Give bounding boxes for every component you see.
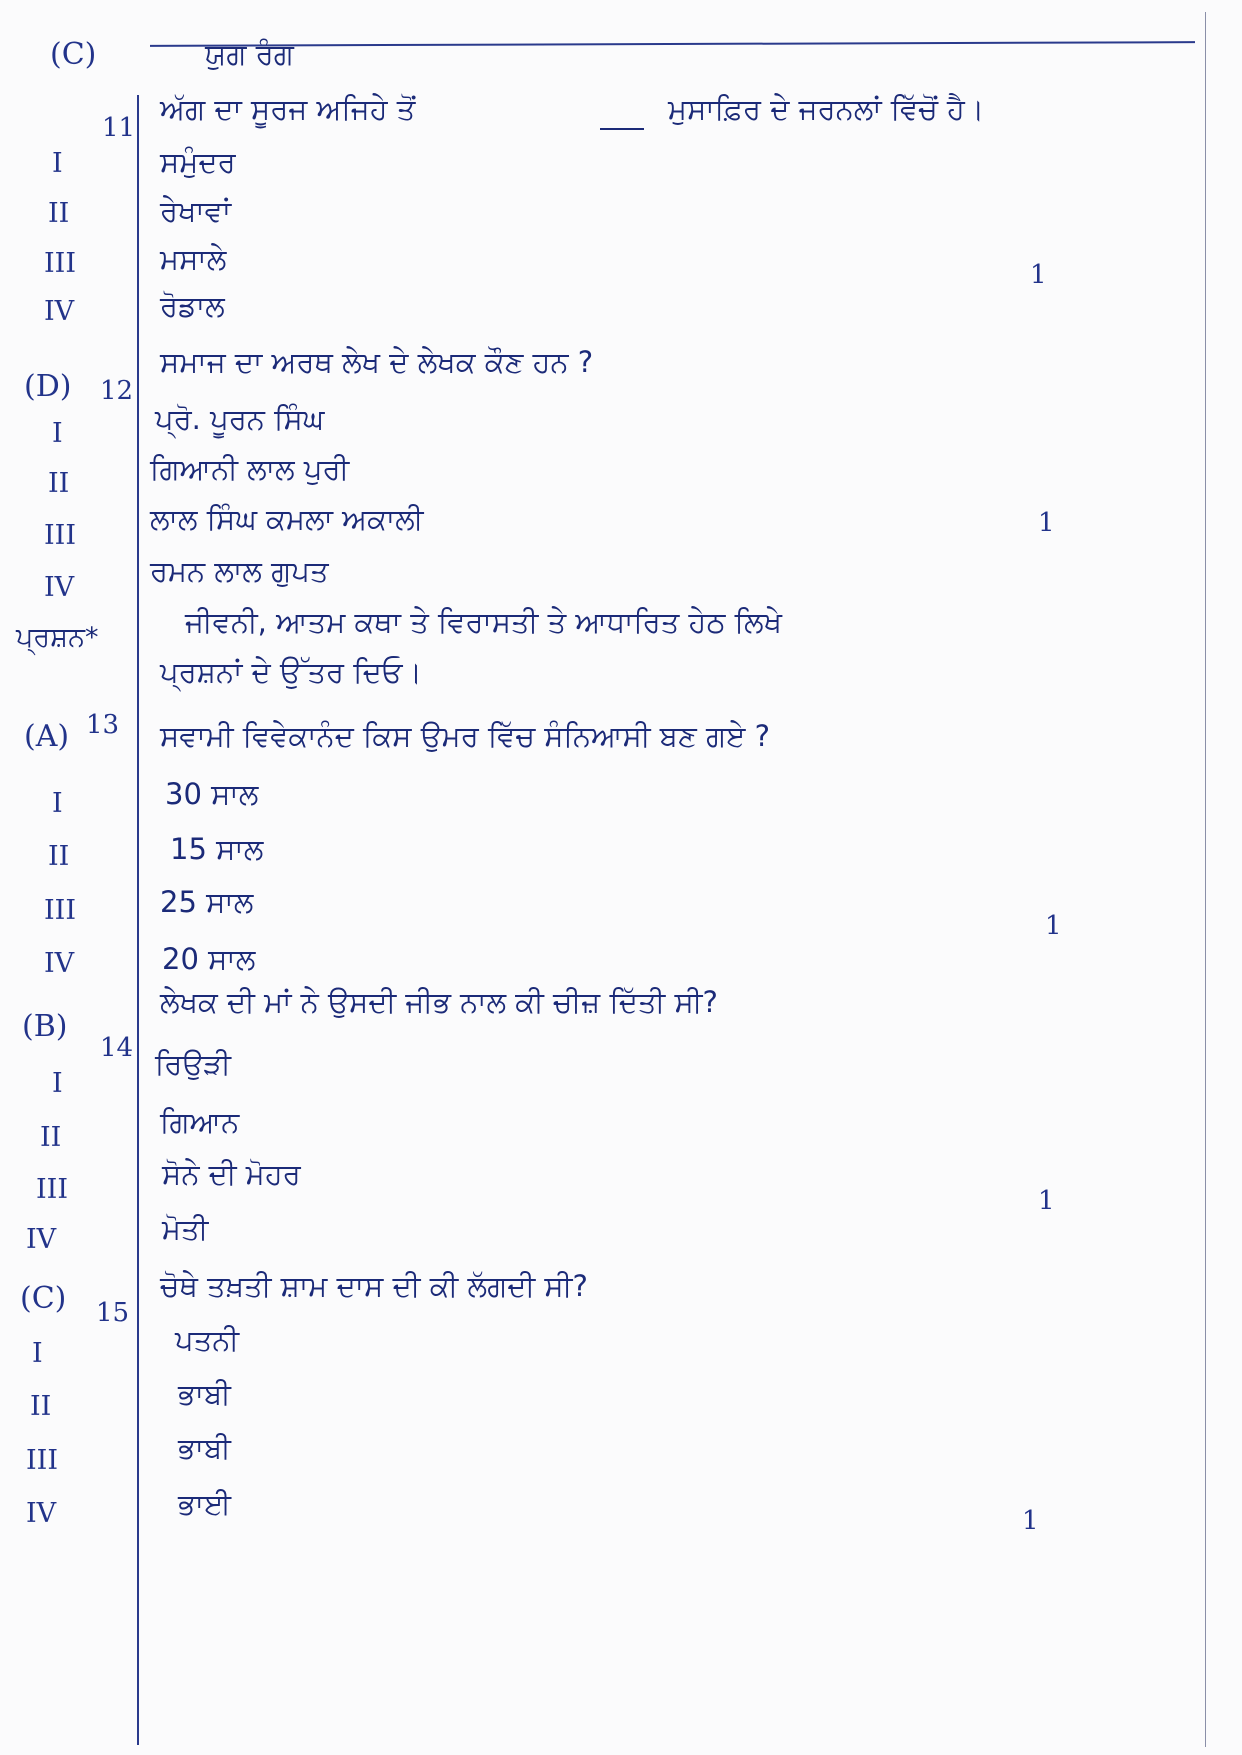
option-label: 30 ਸਾਲ [165,777,259,811]
option-numeral: I [52,1068,63,1099]
option-numeral: IV [44,948,75,979]
option-numeral: IV [26,1498,57,1529]
option-label: ਸਮੁੰਦਰ [160,145,236,179]
marks-value: 1 [1030,260,1047,290]
marks-value: 1 [1022,1506,1039,1536]
question-text-continued: ਮੁਸਾਫ਼ਿਰ ਦੇ ਜਰਨਲਾਂ ਵਿੱਚੋਂ ਹੈ। [668,92,985,126]
option-label: ਗਿਆਨੀ ਲਾਲ ਪੁਰੀ [150,452,350,486]
answer-mark: (A) [24,719,70,754]
question-number: 12 [100,376,134,406]
option-numeral: II [30,1391,52,1422]
option-numeral: III [44,520,76,551]
marks-value: 1 [1045,911,1062,941]
question-number: 15 [96,1298,130,1328]
option-numeral: I [52,418,63,449]
option-label: ਮਸਾਲੇ [160,242,227,276]
top-rule-line [150,41,1195,47]
question-text: ਚੋਥੇ ਤਖ਼ਤੀ ਸ਼ਾਮ ਦਾਸ ਦੀ ਕੀ ਲੱਗਦੀ ਸੀ? [160,1269,588,1303]
option-label: ਭਾਬੀ [178,1431,231,1465]
option-numeral: II [40,1122,62,1153]
option-label: ਭਾਈ [178,1487,231,1521]
option-numeral: III [44,248,76,279]
option-numeral: III [26,1445,58,1476]
option-label: 15 ਸਾਲ [170,832,264,866]
page-right-edge [1205,12,1206,1747]
marks-value: 1 [1038,508,1055,538]
option-numeral: II [48,198,70,229]
option-label: ਗਿਆਨ [160,1105,240,1139]
option-label: 20 ਸਾਲ [162,942,256,976]
option-label: ਰੋਡਾਲ [160,289,225,323]
question-text: ਲੇਖਕ ਦੀ ਮਾਂ ਨੇ ਉਸਦੀ ਜੀਭ ਨਾਲ ਕੀ ਚੀਜ਼ ਦਿੱਤੀ ਸੀ? [160,985,718,1019]
header-answer-mark: (C) [50,37,97,72]
option-numeral: II [48,468,70,499]
marks-value: 1 [1038,1186,1055,1216]
option-label: ਰੇਖਾਵਾਂ [160,194,232,228]
option-label: ਸੋਨੇ ਦੀ ਮੋਹਰ [162,1157,301,1191]
section-label: ਪ੍ਰਸ਼ਨ* [16,622,99,653]
option-label: ਲਾਲ ਸਿੰਘ ਕਮਲਾ ਅਕਾਲੀ [150,502,424,536]
option-numeral: II [48,841,70,872]
question-text: ਸਵਾਮੀ ਵਿਵੇਕਾਨੰਦ ਕਿਸ ਉਮਰ ਵਿੱਚ ਸੰਨਿਆਸੀ ਬਣ ਗਏ ? [160,719,771,753]
option-numeral: III [36,1174,68,1205]
instruction-text-line2: ਪ੍ਰਸ਼ਨਾਂ ਦੇ ਉੱਤਰ ਦਿਓ। [160,655,423,689]
option-numeral: I [32,1338,43,1369]
instruction-text: ਜੀਵਨੀ, ਆਤਮ ਕਥਾ ਤੇ ਵਿਰਾਸਤੀ ਤੇ ਆਧਾਰਿਤ ਹੇਠ ਲਿਖੇ [185,605,782,639]
option-label: ਮੋਤੀ [162,1212,209,1246]
question-number: 11 [102,113,136,143]
option-label: 25 ਸਾਲ [160,885,254,919]
question-number: 14 [100,1033,134,1063]
option-numeral: III [44,895,76,926]
option-numeral: IV [44,296,75,327]
option-numeral: IV [44,572,75,603]
option-numeral: IV [26,1224,57,1255]
option-label: ਰਿਉੜੀ [155,1047,231,1081]
answer-mark: (C) [20,1281,67,1316]
header-answer-text: ਯੁਗ ਰੰਗ [205,37,294,71]
question-number: 13 [86,710,120,740]
question-text: ਅੱਗ ਦਾ ਸੂਰਜ ਅਜਿਹੇ ਤੋਂ [160,92,416,126]
answer-mark: (D) [24,369,72,404]
option-numeral: I [52,788,63,819]
fill-in-blank [600,128,644,130]
answer-mark: (B) [22,1009,68,1044]
question-text: ਸਮਾਜ ਦਾ ਅਰਥ ਲੇਖ ਦੇ ਲੇਖਕ ਕੌਣ ਹਨ ? [160,345,594,379]
option-label: ਪਤਨੀ [175,1323,240,1357]
option-label: ਭਾਬੀ [178,1377,231,1411]
left-margin-line [137,95,139,1745]
option-numeral: I [52,148,63,179]
option-label: ਪ੍ਰੋ. ਪੂਰਨ ਸਿੰਘ [155,402,325,436]
option-label: ਰਮਨ ਲਾਲ ਗੁਪਤ [150,554,329,588]
